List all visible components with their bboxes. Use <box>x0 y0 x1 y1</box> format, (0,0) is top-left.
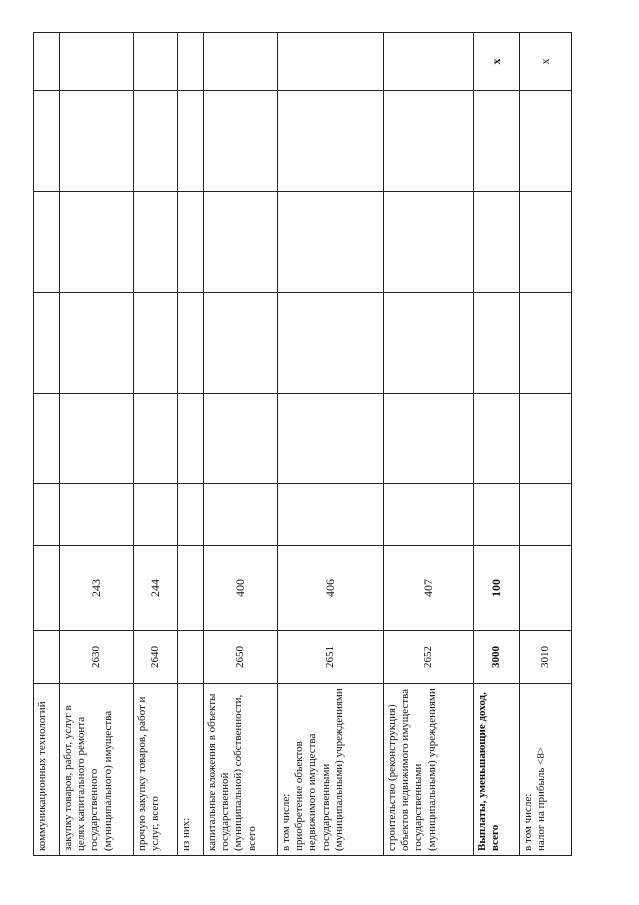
empty-cell <box>34 293 60 394</box>
empty-cell <box>384 394 474 484</box>
empty-cell <box>34 192 60 293</box>
plan-table <box>33 32 572 856</box>
empty-cell <box>384 192 474 293</box>
empty-cell <box>278 91 384 192</box>
row-code: 2650 <box>204 631 278 684</box>
empty-cell <box>384 91 474 192</box>
empty-cell <box>178 91 204 192</box>
empty-cell <box>178 484 204 546</box>
row-mark <box>34 33 60 91</box>
empty-cell <box>384 293 474 394</box>
empty-cell <box>60 484 134 546</box>
row-name: в том числе: приобретение объектов недвижимого имущества государственными (муниципальными) учреждениями <box>278 684 384 856</box>
row-mark: x <box>474 33 520 91</box>
row-name: прочую закупку товаров, работ и услуг, всего <box>134 684 178 856</box>
empty-cell <box>134 484 178 546</box>
empty-cell <box>134 91 178 192</box>
row-code: 2630 <box>60 631 134 684</box>
empty-cell <box>384 484 474 546</box>
row-kbk <box>178 546 204 631</box>
row-kbk: 400 <box>204 546 278 631</box>
table-row <box>384 33 474 856</box>
table-row <box>60 33 134 856</box>
row-code: 2652 <box>384 631 474 684</box>
empty-cell <box>204 394 278 484</box>
row-kbk: 100 <box>474 546 520 631</box>
row-name: закупку товаров, работ, услуг в целях капитального ремонта государственного (муниципального) имущества <box>60 684 134 856</box>
table-row <box>34 33 60 856</box>
empty-cell <box>34 484 60 546</box>
empty-cell <box>204 293 278 394</box>
row-name: из них: <box>178 684 204 856</box>
empty-cell <box>474 394 520 484</box>
row-mark <box>134 33 178 91</box>
empty-cell <box>520 192 572 293</box>
empty-cell <box>178 394 204 484</box>
empty-cell <box>520 394 572 484</box>
row-code: 3010 <box>520 631 572 684</box>
table-row <box>134 33 178 856</box>
row-kbk <box>520 546 572 631</box>
empty-cell <box>474 91 520 192</box>
empty-cell <box>34 394 60 484</box>
empty-cell <box>34 91 60 192</box>
row-kbk <box>34 546 60 631</box>
empty-cell <box>278 192 384 293</box>
row-kbk: 407 <box>384 546 474 631</box>
row-mark <box>178 33 204 91</box>
empty-cell <box>204 484 278 546</box>
row-code: 2651 <box>278 631 384 684</box>
table-row <box>520 33 572 856</box>
empty-cell <box>278 394 384 484</box>
empty-cell <box>474 192 520 293</box>
empty-cell <box>520 484 572 546</box>
row-code: 2640 <box>134 631 178 684</box>
row-name: строительство (реконструкция) объектов недвижимого имущества государственными (муниципальными) учреждениями <box>384 684 474 856</box>
empty-cell <box>278 484 384 546</box>
row-kbk: 406 <box>278 546 384 631</box>
empty-cell <box>178 192 204 293</box>
empty-cell <box>60 394 134 484</box>
empty-cell <box>520 91 572 192</box>
empty-cell <box>134 394 178 484</box>
row-kbk: 243 <box>60 546 134 631</box>
empty-cell <box>60 91 134 192</box>
table-row <box>278 33 384 856</box>
empty-cell <box>178 293 204 394</box>
table-row <box>474 33 520 856</box>
empty-cell <box>204 192 278 293</box>
row-kbk: 244 <box>134 546 178 631</box>
empty-cell <box>278 293 384 394</box>
row-code: 3000 <box>474 631 520 684</box>
row-name: Выплаты, уменьшающие доход, всего <box>474 684 520 856</box>
empty-cell <box>474 293 520 394</box>
rotated-table-page <box>33 33 571 856</box>
row-mark: x <box>520 33 572 91</box>
row-name: коммуникационных технологий <box>34 684 60 856</box>
empty-cell <box>134 293 178 394</box>
row-code <box>178 631 204 684</box>
row-name: капитальные вложения в объекты государственной (муниципальной) собственности, всего <box>204 684 278 856</box>
empty-cell <box>60 192 134 293</box>
empty-cell <box>520 293 572 394</box>
row-code <box>34 631 60 684</box>
table-row <box>178 33 204 856</box>
empty-cell <box>60 293 134 394</box>
row-mark <box>204 33 278 91</box>
row-mark <box>60 33 134 91</box>
row-mark <box>384 33 474 91</box>
empty-cell <box>474 484 520 546</box>
empty-cell <box>134 192 178 293</box>
table-row <box>204 33 278 856</box>
row-name: в том числе: налог на прибыль <8> <box>520 684 572 856</box>
row-mark <box>278 33 384 91</box>
empty-cell <box>204 91 278 192</box>
